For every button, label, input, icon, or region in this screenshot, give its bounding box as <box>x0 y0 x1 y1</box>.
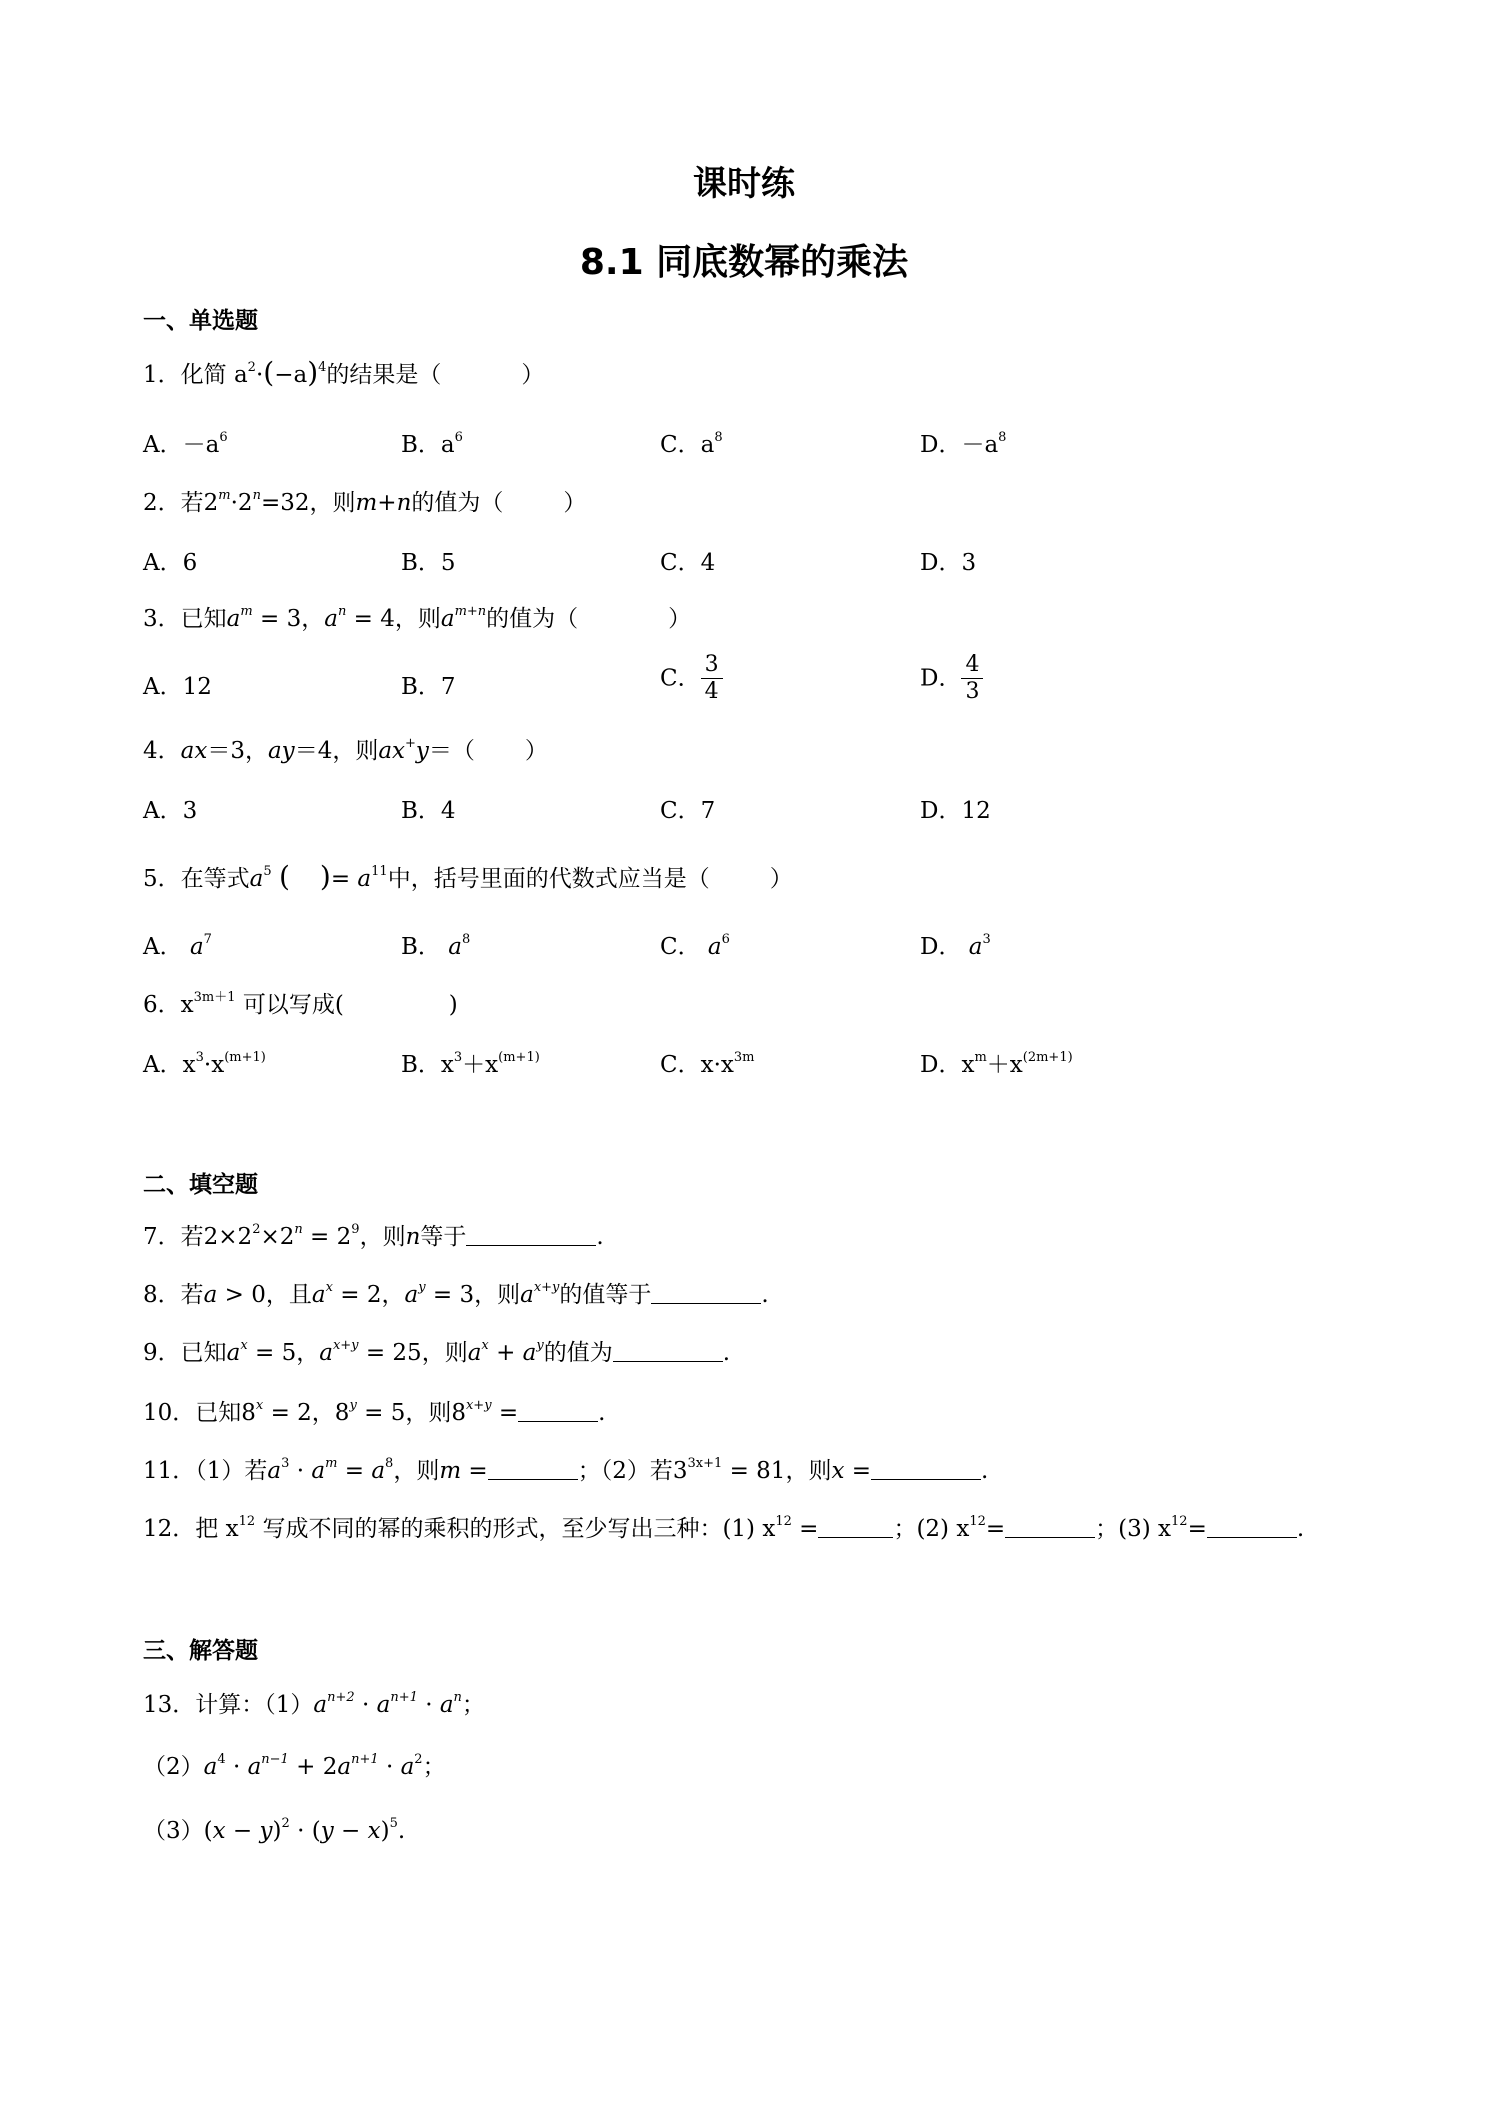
question-8: 8．若a > 0，且$a^x = 2$，$a^y = 3$，则$a^{x+y}$的值等于 . <box>143 1280 769 1308</box>
q1-expression: $a^2\cdot(-a)^4$ <box>233 356 327 389</box>
question-9: 9．已知$a^x = 5$，$a^{x+y} = 25$，则$a^x + a^y$的值为 . <box>143 1338 731 1366</box>
q5-option-a: A． $a^7$ <box>143 932 212 960</box>
q1-option-b: B．$a^6$ <box>401 430 463 458</box>
q5-option-b: B． $a^8$ <box>401 932 471 960</box>
q3-option-a: A．12 <box>143 674 212 700</box>
question-6: 6．$x^{3m+1}$ 可以写成( ) <box>143 990 458 1018</box>
q9-answer-blank[interactable] <box>613 1341 723 1362</box>
question-13-part-2: $(2)a^4 \cdot a^{n-1} + 2a^{n+1} \cdot a^2$； <box>143 1752 446 1780</box>
q6-option-a: A．$x^3\cdot x^{(m+1)}$ <box>143 1050 266 1078</box>
q1-text: 化简 <box>180 362 227 388</box>
q3-option-d: D． $\frac{4}{3}$ <box>920 652 983 705</box>
q12-blank-3[interactable] <box>1207 1517 1297 1538</box>
q6-option-d: D．$x^m+x^{(2m+1)}$ <box>920 1050 1073 1078</box>
q1-option-a: A．$-a^6$ <box>143 430 228 458</box>
question-3: 3．已知$a^m = 3$，$a^n = 4$，则$a^{m+n}$的值为（ ） <box>143 604 692 632</box>
question-13-part-3: $(3)(x - y)^2 \cdot (y - x)^5$. <box>143 1816 406 1844</box>
q2-option-d: D．3 <box>920 550 977 576</box>
q12-blank-1[interactable] <box>818 1517 893 1538</box>
q5-option-d: D． $a^3$ <box>920 932 991 960</box>
q2-option-b: B．5 <box>401 550 456 576</box>
q11-x-blank[interactable] <box>871 1459 981 1480</box>
q3-option-b: B．7 <box>401 674 456 700</box>
section-heading-fill-blank: 二、填空题 <box>143 1172 258 1198</box>
q7-answer-blank[interactable] <box>466 1225 596 1246</box>
q4-option-b: B．4 <box>401 798 456 824</box>
q1-option-d: D．$-a^8$ <box>920 430 1007 458</box>
q12-blank-2[interactable] <box>1005 1517 1095 1538</box>
q6-option-c: C．$x\cdot x^{3m}$ <box>660 1050 755 1078</box>
question-12: 12．把 $x^{12}$ 写成不同的幂的乘积的形式，至少写出三种：(1) $x^{12}$ = ；(2) $x^{12}=$ ；(3) $x^{12}=$ . <box>143 1514 1305 1542</box>
q2-target: m <box>355 490 378 516</box>
q1-number: 1． <box>143 362 181 388</box>
q1-tail: 的结果是（ <box>326 362 442 388</box>
q4-option-c: C．7 <box>660 798 716 824</box>
question-2: 2．若$2^m\cdot 2^n=32$，则m+n的值为（ ） <box>143 488 587 516</box>
q1-close: ） <box>521 362 545 388</box>
question-10: 10．已知$8^x = 2$，$8^y = 5$，则$8^{x+y}$ = . <box>143 1398 606 1426</box>
question-7: 7．若$2\times 2^2\times 2^n = 2^9$，则n等于 . <box>143 1222 604 1250</box>
q11-m-blank[interactable] <box>488 1459 578 1480</box>
q2-option-a: A．6 <box>143 550 198 576</box>
q2-expression: $2^m\cdot 2^n=32$ <box>203 488 310 516</box>
q1-option-c: C．$a^8$ <box>660 430 723 458</box>
q8-answer-blank[interactable] <box>651 1283 761 1304</box>
q2-option-c: C．4 <box>660 550 716 576</box>
page-title: 课时练 <box>693 164 795 204</box>
question-13-part-1: 13．计算：$(1)a^{n+2} \cdot a^{n+1} \cdot a^n$； <box>143 1690 485 1718</box>
section-heading-single-choice: 一、单选题 <box>143 308 258 334</box>
q3-option-c: C． $\frac{3}{4}$ <box>660 652 723 705</box>
q6-option-b: B．$x^3+x^{(m+1)}$ <box>401 1050 540 1078</box>
question-1 <box>143 358 544 390</box>
q10-answer-blank[interactable] <box>518 1401 598 1422</box>
question-5: 5．在等式$a^5$ ( )= $a^{11}$中，括号里面的代数式应当是（ ） <box>143 860 793 893</box>
q4-option-a: A．3 <box>143 798 198 824</box>
question-11: 11．（1）若$a^3 \cdot a^m = a^8$，则m = ；（2）若$3^{3x+1} = 81$，则x = . <box>143 1456 989 1484</box>
section-heading-answer: 三、解答题 <box>143 1638 258 1664</box>
lesson-subtitle: 8.1 同底数幂的乘法 <box>579 242 909 283</box>
question-4: 4．ax＝3，ay＝4，则ax+y＝（ ） <box>143 736 548 764</box>
q5-option-c: C． $a^6$ <box>660 932 730 960</box>
q4-option-d: D．12 <box>920 798 991 824</box>
